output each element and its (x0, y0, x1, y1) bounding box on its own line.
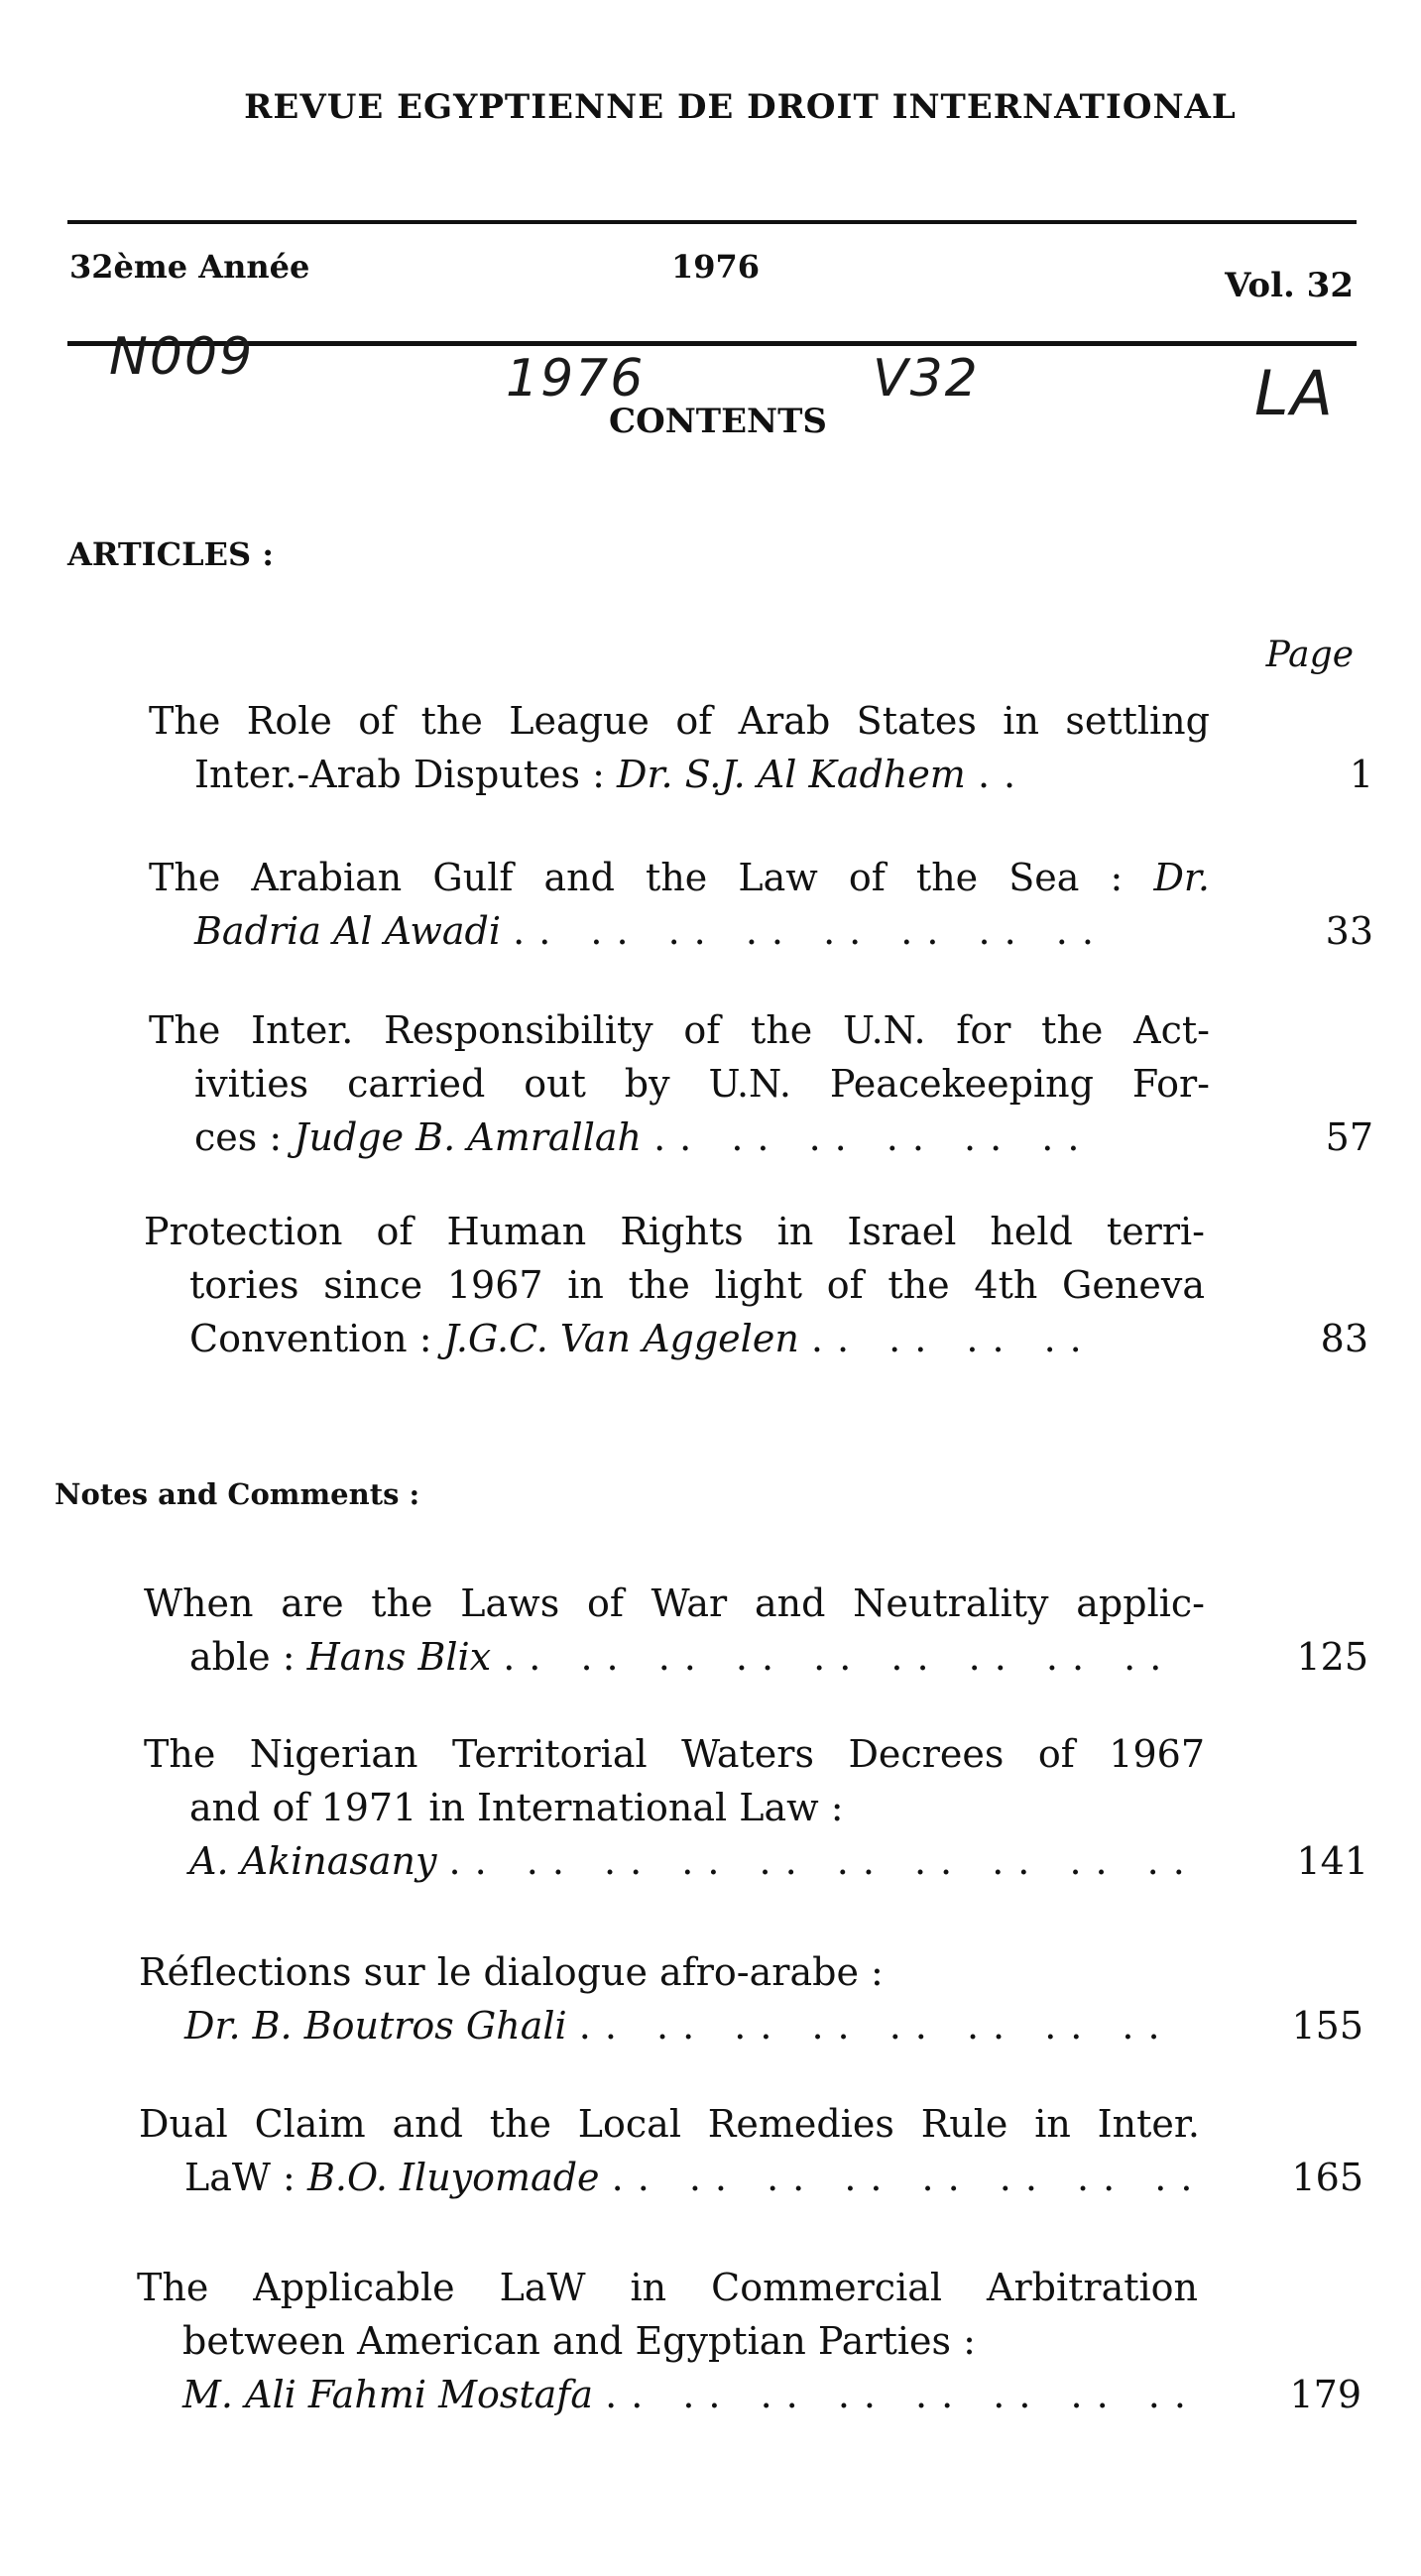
entry-page-number: 83 (1320, 1317, 1368, 1360)
entry-author: Badria Al Awadi (194, 909, 502, 953)
toc-entry[interactable] (139, 2097, 1363, 2204)
journal-title: REVUE EGYPTIENNE DE DROIT INTERNATIONAL (244, 87, 1237, 127)
toc-entry[interactable] (149, 694, 1373, 801)
notes-heading: Notes and Comments : (55, 1477, 420, 1511)
entry-author: Hans Blix (306, 1635, 492, 1679)
entry-title-line: Dual Claim and the Local Remedies Rule in Inter. (139, 2102, 1200, 2146)
entry-title-line: The Role of the League of Arab States in settling (149, 699, 1210, 743)
toc-entry[interactable] (137, 2261, 1362, 2421)
entry-title-line: The Nigerian Territorial Waters Decrees of 1967 (144, 1732, 1205, 1776)
entry-title-line (149, 851, 1210, 904)
entry-byline (137, 2368, 1362, 2421)
entry-title-text: The Arabian Gulf and the Law of the Sea : (149, 856, 1124, 899)
leader-dots: .. .. .. .. .. .. .. .. .. .. (448, 1839, 1199, 1883)
entry-title-line: and of 1971 in International Law : (189, 1786, 844, 1829)
entry-page-number: 1 (1349, 753, 1373, 796)
contents-heading: CONTENTS (609, 402, 827, 441)
entry-title-line: LaW : (184, 2156, 296, 2199)
entry-page-number: 125 (1296, 1635, 1368, 1679)
entry-page-number: 57 (1325, 1115, 1373, 1159)
entry-byline (144, 1312, 1368, 1365)
entry-title-line: ivities carried out by U.N. Peacekeeping For- (194, 1062, 1210, 1106)
header-top-rule (67, 220, 1357, 224)
toc-entry[interactable] (149, 1003, 1373, 1164)
leader-dots: .. .. .. .. .. .. .. .. (578, 2004, 1174, 2048)
entry-byline (144, 1834, 1368, 1888)
handwritten-note-1: N009 (109, 327, 255, 387)
entry-author: Dr. B. Boutros Ghali (184, 2004, 567, 2048)
entry-title-line: ces : (194, 1115, 283, 1159)
entry-byline (149, 1111, 1373, 1164)
entry-title-line: The Applicable LaW in Commercial Arbitration (137, 2266, 1198, 2309)
leader-dots: .. .. .. .. (810, 1317, 1096, 1360)
entry-title-line: between American and Egyptian Parties : (182, 2319, 976, 2363)
entry-title-line: tories since 1967 in the light of the 4th Geneva (189, 1263, 1205, 1307)
entry-author: Judge B. Amrallah (294, 1115, 642, 1159)
leader-dots: .. .. .. .. .. .. .. .. (605, 2373, 1200, 2416)
leader-dots: .. .. .. .. .. .. (653, 1115, 1094, 1159)
toc-entry[interactable] (144, 1577, 1368, 1684)
leader-dots: .. (977, 753, 1030, 796)
toc-entry[interactable] (144, 1727, 1368, 1888)
toc-entry[interactable] (144, 1205, 1368, 1365)
header-bottom-rule (67, 341, 1357, 346)
handwritten-note-4: LA (1254, 357, 1335, 429)
entry-page-number: 179 (1289, 2373, 1362, 2416)
leader-dots: .. .. .. .. .. .. .. .. (611, 2156, 1207, 2199)
entry-byline (144, 1630, 1368, 1684)
entry-title-line: able : (189, 1635, 296, 1679)
entry-page-number: 141 (1296, 1839, 1368, 1883)
entry-page-number: 155 (1291, 2004, 1363, 2048)
entry-title-line: Protection of Human Rights in Israel held terri- (144, 1210, 1205, 1253)
entry-author: J.G.C. Van Aggelen (443, 1317, 799, 1360)
toc-entry[interactable] (139, 1945, 1363, 2052)
page-column-label: Page (1265, 635, 1354, 675)
entry-page-number: 33 (1325, 909, 1373, 953)
entry-author: Dr. S.J. Al Kadhem (616, 753, 966, 796)
entry-author: M. Ali Fahmi Mostafa (182, 2373, 594, 2416)
articles-heading: ARTICLES : (67, 535, 275, 573)
entry-author-prefix: Dr. (1153, 856, 1210, 899)
entry-byline (149, 904, 1373, 958)
leader-dots: .. .. .. .. .. .. .. .. .. (503, 1635, 1176, 1679)
leader-dots: .. .. .. .. .. .. .. .. (513, 909, 1108, 953)
volume-label: Vol. 32 (1225, 266, 1354, 305)
handwritten-note-3: V32 (873, 349, 980, 409)
entry-title-line: Réflections sur le dialogue afro-arabe : (139, 1950, 884, 1994)
toc-entry[interactable] (149, 851, 1373, 958)
entry-author: A. Akinasany (189, 1839, 437, 1883)
entry-byline (139, 1999, 1363, 2052)
entry-title-line: When are the Laws of War and Neutrality applic- (144, 1581, 1205, 1625)
year-label: 32ème Année (69, 248, 310, 286)
publication-year: 1976 (670, 248, 761, 286)
entry-author: B.O. Iluyomade (306, 2156, 600, 2199)
handwritten-note-2: 1976 (506, 349, 646, 409)
entry-title-line: Inter.-Arab Disputes : (194, 753, 605, 796)
entry-byline (149, 748, 1373, 801)
entry-title-line: The Inter. Responsibility of the U.N. for the Act- (149, 1008, 1210, 1052)
entry-byline (139, 2151, 1363, 2204)
entry-title-line: Convention : (189, 1317, 432, 1360)
entry-page-number: 165 (1291, 2156, 1363, 2199)
